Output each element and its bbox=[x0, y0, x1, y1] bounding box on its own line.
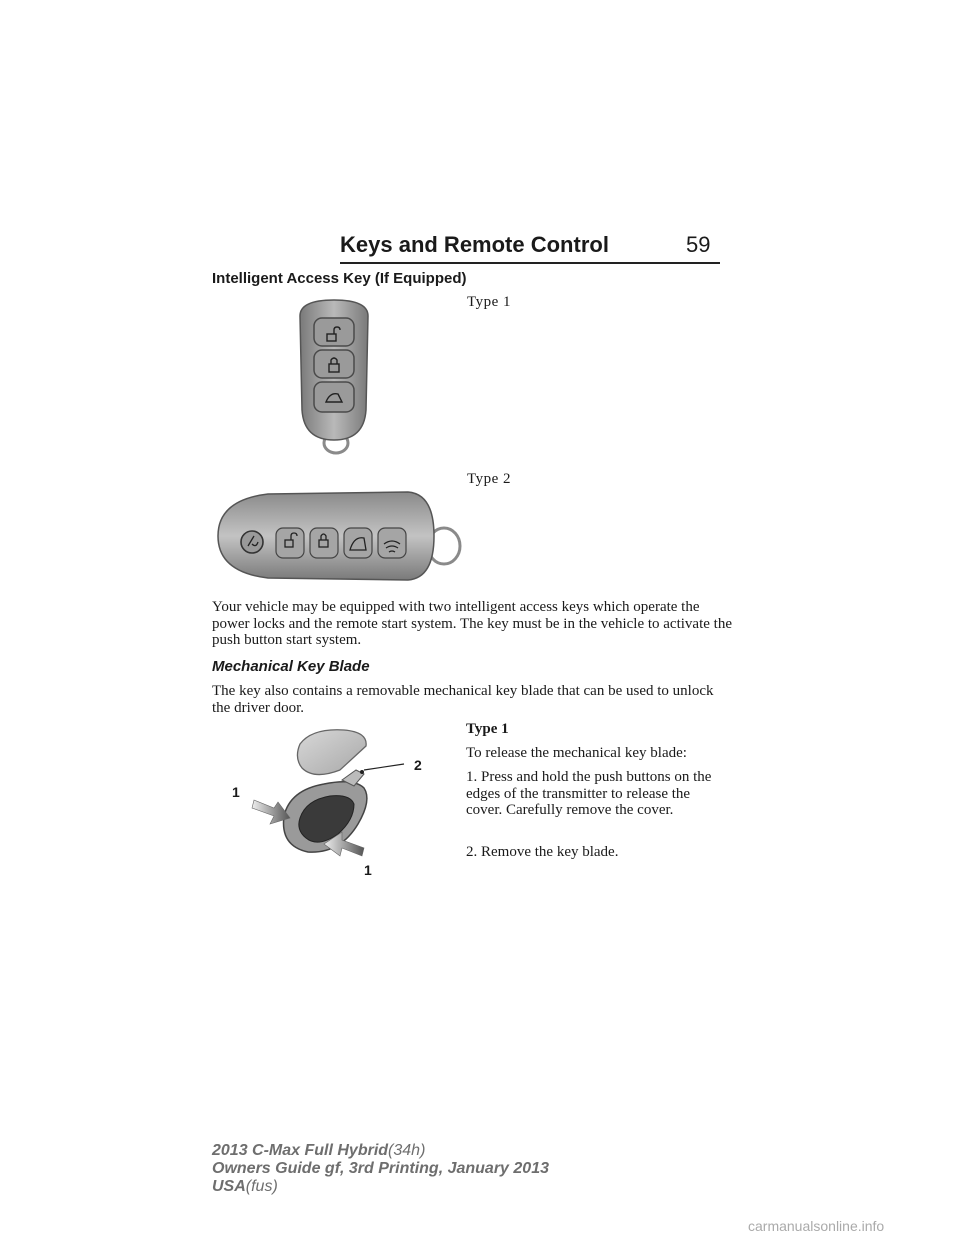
instructions-intro: To release the mechanical key blade: bbox=[466, 745, 687, 761]
subsection-title: Mechanical Key Blade bbox=[212, 658, 370, 675]
instruction-step-2: 2. Remove the key blade. bbox=[466, 844, 619, 860]
blade-type1-label: Type 1 bbox=[466, 721, 509, 737]
fob-type2-icon bbox=[208, 488, 470, 586]
figure-label-type2: Type 2 bbox=[467, 471, 512, 487]
footer-market-code: (fus) bbox=[245, 1178, 278, 1195]
section-title: Intelligent Access Key (If Equipped) bbox=[212, 270, 467, 287]
instruction-step-1: 1. Press and hold the push buttons on the edges of the transmitter to release the cover. Carefully remove the cover. bbox=[466, 769, 712, 818]
fob-type1-icon bbox=[286, 298, 382, 458]
key-blade-removal-icon bbox=[244, 724, 428, 876]
callout-2: 2 bbox=[414, 757, 422, 773]
footer-model-code: (34h) bbox=[388, 1142, 426, 1159]
footer-guide: Owners Guide gf, 3rd Printing, January 2013 bbox=[212, 1160, 549, 1177]
intro-paragraph: Your vehicle may be equipped with two intelligent access keys which operate the power locks and the remote start system. The key must be in the vehicle to activate the push button start system. bbox=[212, 599, 732, 648]
figure-label-type1: Type 1 bbox=[467, 294, 512, 310]
watermark: carmanualsonline.info bbox=[748, 1218, 885, 1234]
page-header-title: Keys and Remote Control bbox=[340, 232, 609, 257]
footer-market bbox=[212, 1178, 278, 1196]
footer-market-name: USA bbox=[212, 1178, 246, 1195]
footer-model bbox=[212, 1142, 425, 1160]
blade-paragraph: The key also contains a removable mechanical key blade that can be used to unlock the driver door. bbox=[212, 683, 714, 716]
page-number: 59 bbox=[686, 232, 711, 257]
footer-model-name: 2013 C-Max Full Hybrid bbox=[212, 1142, 389, 1159]
header-divider bbox=[340, 262, 720, 264]
callout-1-bottom: 1 bbox=[364, 862, 372, 878]
callout-1-left: 1 bbox=[232, 784, 240, 800]
